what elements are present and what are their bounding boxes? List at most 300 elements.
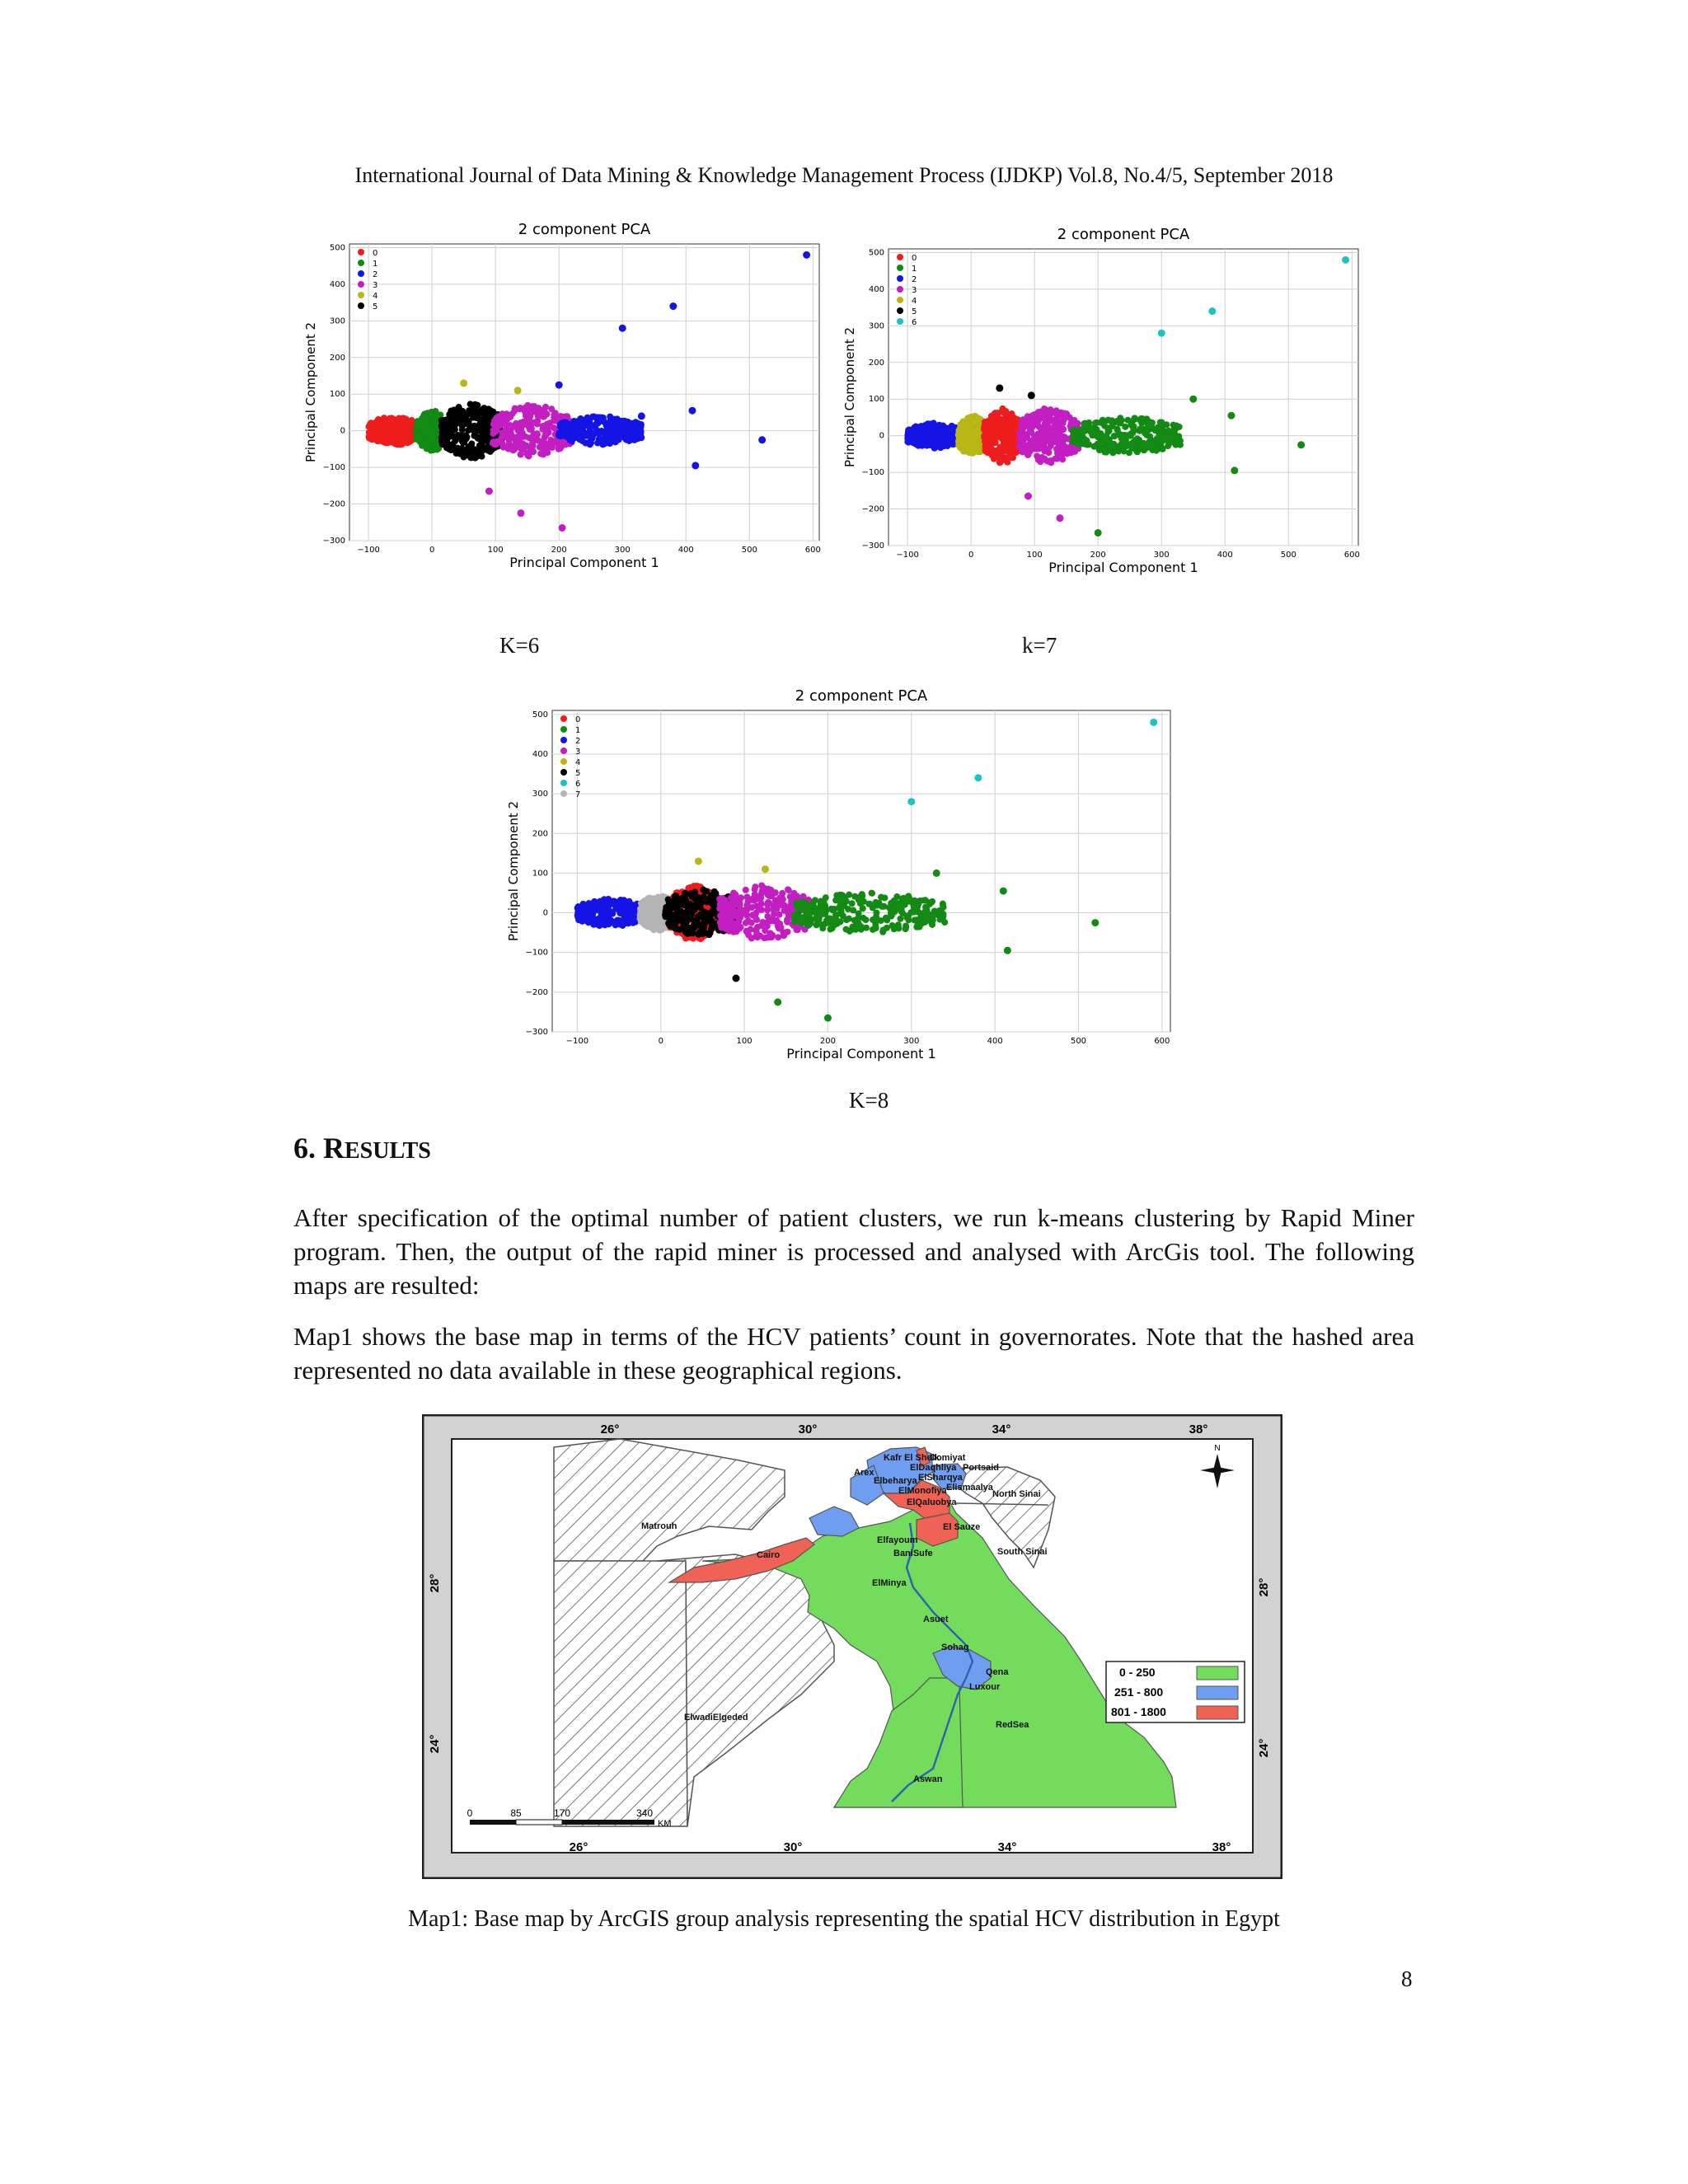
scale-85: 85	[510, 1807, 522, 1819]
y-tick-label: −300	[861, 541, 884, 551]
lon-tick-bottom-38: 38°	[1212, 1840, 1231, 1854]
data-point-cluster-3	[518, 452, 524, 458]
data-point-cluster-3	[720, 907, 726, 914]
data-point-cluster-1	[863, 925, 870, 931]
data-point-cluster-3	[1031, 434, 1038, 440]
label-cairo: Cairo	[757, 1550, 781, 1560]
data-point-cluster-3	[497, 422, 504, 429]
data-point-cluster-1	[1106, 428, 1113, 434]
label-wadigeded: ElwadiElgeded	[684, 1713, 748, 1722]
legend-label-0: 0 - 250	[1119, 1666, 1156, 1679]
data-point-cluster-1	[878, 894, 884, 901]
data-point-cluster-2	[921, 437, 928, 443]
section-heading	[293, 1131, 431, 1165]
data-point-cluster-2	[940, 442, 946, 448]
north-label: N	[1214, 1444, 1221, 1453]
data-point-cluster-5	[682, 890, 688, 897]
lat-tick-left-24: 24°	[428, 1734, 442, 1754]
data-point-cluster-5	[454, 432, 461, 438]
data-point-cluster-0	[987, 439, 993, 446]
data-point-cluster-3	[541, 446, 547, 452]
plot-area	[889, 249, 1358, 546]
data-point-cluster-2	[911, 438, 917, 444]
legend-label-1: 251 - 800	[1114, 1685, 1164, 1699]
data-point-cluster-1	[910, 902, 917, 909]
y-tick-label: 500	[868, 248, 884, 258]
data-point-cluster-4	[974, 436, 981, 443]
lat-tick-right-28: 28°	[1257, 1577, 1271, 1597]
data-point-cluster-3	[528, 425, 535, 432]
data-point-cluster-5	[440, 421, 447, 428]
data-point-cluster-3	[776, 912, 782, 918]
data-point-cluster-3	[506, 429, 513, 436]
data-point-cluster-5	[682, 928, 689, 935]
chart-title: 2 component PCA	[518, 221, 651, 238]
data-point-cluster-2	[636, 422, 643, 429]
section-title-rest: ESULTS	[345, 1138, 431, 1164]
data-point-cluster-1	[860, 905, 866, 912]
legend-marker-0	[560, 715, 567, 722]
label-qaluobya: ElQaluobya	[907, 1497, 957, 1507]
data-point-cluster-1	[883, 915, 889, 921]
data-point-cluster-3	[758, 922, 765, 929]
data-point-outlier-1	[1091, 919, 1099, 926]
data-point-outlier-1	[1000, 888, 1007, 895]
data-point-cluster-0	[404, 426, 410, 433]
data-point-outlier-1	[1227, 412, 1235, 419]
lon-tick-top-38: 38°	[1189, 1422, 1208, 1436]
data-point-cluster-3	[522, 434, 528, 440]
data-point-cluster-3	[718, 919, 724, 926]
data-point-cluster-1	[414, 424, 420, 430]
x-tick-label: 200	[819, 1037, 837, 1046]
label-sohag: Sohag	[941, 1643, 969, 1652]
label-kafr: Kafr El Sheik	[884, 1453, 940, 1463]
x-tick-label: 0	[658, 1037, 663, 1046]
data-point-cluster-1	[420, 428, 426, 434]
data-point-cluster-1	[1151, 425, 1157, 432]
data-point-cluster-1	[940, 904, 947, 911]
data-point-cluster-2	[617, 429, 623, 436]
data-point-cluster-2	[562, 433, 569, 439]
x-tick-label: −100	[357, 546, 380, 555]
data-point-cluster-5	[696, 930, 703, 936]
paragraph-2: Map1 shows the base map in terms of the HCV patients’ count in governorates. Note that the hashed area represented no data available in these geographical regions.	[293, 1322, 1414, 1385]
data-point-cluster-3	[725, 918, 732, 925]
data-point-outlier-2	[688, 407, 696, 415]
y-tick-label: 300	[329, 316, 345, 326]
data-point-outlier-3	[1025, 493, 1032, 500]
data-point-cluster-3	[537, 410, 543, 417]
x-tick-label: 400	[987, 1037, 1003, 1046]
data-point-cluster-5	[665, 920, 672, 926]
data-point-outlier-3	[559, 524, 566, 532]
data-point-cluster-7	[648, 900, 654, 907]
x-tick-label: 400	[678, 546, 694, 555]
data-point-cluster-5	[461, 454, 467, 461]
x-tick-label: 300	[614, 546, 631, 555]
data-point-cluster-1	[1087, 426, 1094, 433]
legend-label-3: 3	[912, 286, 917, 295]
data-point-cluster-5	[439, 429, 446, 435]
legend-label-6: 6	[575, 780, 581, 789]
data-point-cluster-3	[779, 902, 785, 908]
data-point-cluster-5	[691, 907, 697, 913]
legend-marker-1	[560, 726, 567, 733]
y-tick-label: −200	[861, 504, 884, 514]
data-point-cluster-2	[580, 910, 587, 916]
data-point-cluster-1	[839, 893, 846, 899]
label-redsea: RedSea	[996, 1720, 1029, 1730]
data-point-outlier-4	[514, 387, 522, 394]
pca-plot-k8	[504, 686, 1180, 1073]
data-point-outlier-4	[460, 379, 467, 387]
data-point-cluster-5	[701, 888, 708, 895]
data-point-cluster-1	[795, 912, 801, 918]
label-southsinai: South Sinai	[997, 1547, 1048, 1557]
data-point-cluster-3	[491, 440, 498, 447]
data-point-cluster-3	[744, 893, 751, 900]
data-point-cluster-5	[701, 924, 707, 930]
data-point-cluster-3	[527, 406, 533, 413]
legend-label-6: 6	[912, 318, 917, 327]
data-point-outlier-1	[774, 998, 781, 1005]
data-point-cluster-1	[903, 924, 909, 930]
data-point-cluster-2	[610, 898, 617, 905]
y-tick-label: −100	[322, 463, 345, 473]
data-point-cluster-3	[785, 887, 792, 893]
x-tick-label: 400	[1217, 551, 1233, 560]
legend-marker-5	[560, 769, 567, 776]
data-point-cluster-4	[973, 443, 979, 449]
data-point-cluster-0	[985, 448, 992, 455]
data-point-cluster-1	[1153, 448, 1160, 454]
data-point-outlier-6	[974, 774, 982, 781]
data-point-cluster-5	[675, 917, 682, 924]
y-tick-label: 300	[868, 321, 884, 331]
data-point-cluster-4	[967, 421, 973, 428]
data-point-cluster-3	[733, 898, 739, 905]
data-point-cluster-7	[641, 918, 648, 925]
y-tick-label: 100	[329, 390, 345, 400]
data-point-cluster-2	[935, 430, 941, 437]
data-point-cluster-3	[778, 893, 785, 900]
legend-label-0: 0	[575, 715, 581, 724]
data-point-cluster-5	[438, 434, 445, 441]
label-sharqya: ElSharqya	[918, 1473, 963, 1483]
legend-label-2: 2	[373, 270, 378, 279]
data-point-cluster-3	[767, 930, 773, 936]
data-point-cluster-1	[918, 921, 925, 927]
data-point-cluster-1	[1078, 426, 1085, 433]
data-point-cluster-3	[750, 895, 757, 902]
data-point-cluster-3	[747, 926, 753, 933]
data-point-cluster-1	[1083, 438, 1090, 444]
data-point-cluster-3	[517, 405, 523, 412]
y-tick-label: 200	[329, 353, 345, 363]
legend-label-4: 4	[912, 297, 917, 306]
data-point-cluster-7	[640, 900, 647, 907]
x-tick-label: −100	[896, 551, 919, 560]
data-point-cluster-2	[950, 439, 956, 446]
legend-label-4: 4	[575, 758, 581, 767]
y-tick-label: −100	[525, 948, 548, 958]
data-point-cluster-1	[1175, 434, 1182, 440]
legend-marker-2	[560, 737, 567, 743]
legend-swatch-blue	[1197, 1686, 1238, 1699]
data-point-cluster-5	[466, 418, 472, 424]
data-point-cluster-0	[390, 423, 396, 429]
label-luxour: Luxour	[969, 1682, 1001, 1692]
data-point-cluster-3	[557, 445, 564, 452]
data-point-cluster-3	[743, 887, 749, 893]
label-minya: ElMinya	[872, 1578, 907, 1588]
data-point-cluster-0	[985, 418, 992, 424]
y-tick-label: 100	[532, 869, 548, 879]
y-tick-label: −300	[525, 1028, 548, 1037]
legend-swatch-green	[1197, 1666, 1238, 1680]
data-point-cluster-5	[693, 917, 700, 924]
data-point-cluster-7	[655, 893, 662, 900]
y-tick-label: 400	[329, 279, 345, 289]
data-point-cluster-5	[459, 426, 466, 433]
data-point-cluster-0	[1010, 420, 1017, 427]
data-point-cluster-2	[605, 422, 612, 429]
data-point-cluster-0	[1001, 441, 1007, 448]
data-point-cluster-1	[793, 900, 799, 907]
data-point-cluster-3	[731, 911, 738, 917]
data-point-cluster-3	[732, 921, 738, 927]
y-tick-label: 300	[532, 790, 548, 799]
data-point-cluster-3	[1041, 457, 1048, 463]
legend-label-5: 5	[373, 302, 378, 312]
data-point-cluster-5	[447, 420, 453, 427]
data-point-cluster-3	[1029, 419, 1035, 425]
data-point-cluster-1	[427, 429, 434, 436]
x-axis-label: Principal Component 1	[786, 1046, 936, 1062]
pca-plot-k7	[841, 224, 1368, 587]
data-point-cluster-3	[761, 935, 767, 941]
data-point-cluster-3	[1044, 422, 1051, 429]
data-point-outlier-3	[1056, 514, 1063, 522]
data-point-cluster-3	[726, 906, 733, 912]
y-axis-label: Principal Component 2	[303, 321, 318, 463]
data-point-cluster-1	[879, 929, 886, 935]
chart-title: 2 component PCA	[795, 687, 928, 705]
data-point-cluster-3	[499, 434, 505, 440]
x-axis-label: Principal Component 1	[1048, 560, 1198, 575]
x-tick-label: 100	[1026, 551, 1043, 560]
wadi-gedid-west	[554, 1561, 687, 1826]
data-point-cluster-5	[478, 446, 485, 452]
data-point-outlier-1	[1231, 466, 1238, 474]
data-point-cluster-2	[584, 415, 591, 421]
data-point-cluster-1	[803, 910, 809, 916]
data-point-cluster-5	[682, 912, 689, 918]
data-point-cluster-1	[833, 892, 840, 898]
legend-label-3: 3	[373, 281, 378, 290]
data-point-cluster-2	[631, 437, 638, 443]
pca-plot-k6	[302, 219, 829, 582]
data-point-cluster-3	[1053, 439, 1060, 446]
data-point-cluster-1	[812, 916, 818, 922]
data-point-cluster-1	[916, 909, 922, 916]
map-legend	[1106, 1661, 1245, 1722]
legend-label-5: 5	[912, 307, 917, 316]
data-point-cluster-5	[708, 911, 715, 917]
data-point-cluster-1	[930, 917, 936, 924]
data-point-cluster-2	[579, 420, 585, 427]
data-point-cluster-4	[955, 438, 962, 444]
data-point-cluster-5	[664, 908, 671, 915]
x-tick-label: 200	[551, 546, 567, 555]
data-point-outlier-6	[1208, 307, 1216, 315]
pca-chart-k8	[504, 686, 1180, 1073]
label-asuet: Asuet	[923, 1615, 949, 1624]
data-point-cluster-1	[1128, 444, 1135, 451]
data-point-cluster-3	[781, 932, 787, 939]
data-point-cluster-1	[1099, 444, 1105, 451]
legend-marker-3	[897, 286, 903, 293]
data-point-cluster-3	[1052, 456, 1058, 462]
data-point-cluster-3	[528, 448, 535, 455]
data-point-cluster-3	[1059, 438, 1066, 444]
label-sauze: El Sauze	[943, 1522, 981, 1532]
data-point-cluster-3	[1016, 430, 1023, 437]
x-axis-label: Principal Component 1	[509, 555, 659, 570]
data-point-cluster-1	[1135, 442, 1142, 448]
legend-marker-0	[897, 254, 903, 260]
legend-swatch-red	[1197, 1706, 1238, 1719]
data-point-cluster-3	[1021, 419, 1028, 425]
legend-marker-3	[358, 281, 364, 288]
label-arex: Arex	[854, 1468, 874, 1478]
data-point-cluster-1	[837, 902, 844, 908]
data-point-cluster-2	[599, 418, 606, 424]
legend-marker-1	[358, 260, 364, 266]
data-point-cluster-1	[848, 926, 855, 933]
data-point-cluster-3	[495, 414, 501, 420]
data-point-cluster-3	[1057, 426, 1064, 433]
data-point-outlier-1	[1189, 396, 1197, 403]
data-point-cluster-3	[542, 404, 549, 410]
data-point-cluster-1	[1122, 424, 1128, 430]
data-point-cluster-1	[891, 926, 898, 932]
x-tick-label: 600	[804, 546, 821, 555]
data-point-cluster-3	[556, 439, 562, 446]
x-tick-label: −100	[565, 1037, 589, 1046]
x-tick-label: 600	[1154, 1037, 1170, 1046]
data-point-cluster-2	[595, 918, 602, 925]
data-point-cluster-1	[1106, 436, 1113, 443]
data-point-outlier-2	[669, 302, 677, 310]
data-point-cluster-2	[606, 439, 612, 446]
data-point-cluster-5	[683, 902, 690, 908]
label-daqhliya: ElDaqhliya	[910, 1463, 957, 1473]
data-point-cluster-3	[775, 934, 781, 940]
data-point-cluster-1	[1097, 419, 1104, 426]
k8-label: K=8	[849, 1088, 889, 1113]
data-point-cluster-1	[1156, 435, 1163, 442]
data-point-cluster-2	[587, 438, 593, 445]
data-point-outlier-2	[556, 382, 563, 389]
data-point-outlier-2	[638, 412, 645, 419]
legend-label-0: 0	[373, 249, 378, 258]
data-point-cluster-5	[459, 408, 466, 415]
data-point-cluster-3	[784, 918, 790, 925]
lon-tick-bottom-26: 26°	[569, 1840, 588, 1854]
data-point-cluster-3	[1043, 406, 1049, 413]
data-point-cluster-2	[556, 429, 563, 436]
data-point-cluster-1	[1071, 426, 1078, 433]
legend-marker-4	[560, 758, 567, 765]
data-point-cluster-3	[1020, 448, 1026, 454]
data-point-cluster-3	[1034, 411, 1041, 418]
data-point-cluster-5	[700, 911, 706, 917]
data-point-cluster-5	[452, 438, 458, 444]
data-point-cluster-3	[730, 890, 737, 897]
data-point-cluster-2	[590, 900, 597, 907]
data-point-cluster-3	[1060, 419, 1067, 426]
data-point-cluster-1	[1137, 425, 1143, 432]
data-point-cluster-0	[376, 424, 382, 430]
data-point-cluster-0	[995, 427, 1001, 434]
data-point-cluster-2	[904, 438, 911, 445]
data-point-cluster-0	[392, 441, 399, 448]
data-point-outlier-2	[619, 325, 626, 332]
data-point-cluster-5	[706, 931, 712, 938]
data-point-cluster-1	[1173, 439, 1179, 446]
pca-chart-k7	[841, 224, 1368, 587]
data-point-cluster-1	[421, 422, 428, 429]
data-point-cluster-1	[418, 435, 424, 442]
data-point-outlier-1	[824, 1015, 832, 1022]
label-beharya: Elbeharya	[874, 1476, 917, 1486]
y-tick-label: 500	[329, 243, 345, 253]
data-point-cluster-0	[1001, 421, 1008, 428]
data-point-cluster-5	[692, 888, 698, 895]
data-point-cluster-3	[752, 886, 758, 893]
data-point-cluster-3	[507, 422, 513, 429]
data-point-cluster-5	[697, 904, 704, 911]
data-point-cluster-1	[924, 912, 931, 919]
data-point-cluster-1	[1146, 419, 1153, 425]
data-point-cluster-0	[384, 438, 391, 444]
data-point-cluster-1	[846, 892, 852, 898]
hcv-map-svg	[422, 1414, 1282, 1879]
legend-marker-4	[897, 297, 903, 303]
data-point-cluster-3	[517, 444, 523, 451]
data-point-cluster-3	[523, 442, 529, 448]
data-point-outlier-1	[1004, 947, 1011, 954]
data-point-cluster-4	[970, 430, 977, 437]
data-point-cluster-3	[530, 433, 537, 439]
y-tick-label: 200	[532, 829, 548, 839]
y-tick-label: 0	[542, 908, 548, 918]
data-point-cluster-2	[577, 916, 584, 923]
data-point-outlier-5	[1028, 391, 1035, 399]
section-number: 6.	[293, 1132, 316, 1165]
data-point-cluster-1	[940, 913, 946, 920]
data-point-cluster-3	[758, 900, 765, 907]
y-tick-label: 0	[340, 426, 345, 436]
data-point-cluster-2	[570, 432, 576, 438]
data-point-cluster-5	[484, 446, 490, 452]
legend-label-2: 2	[575, 737, 581, 746]
data-point-cluster-2	[908, 431, 915, 438]
data-point-cluster-2	[596, 436, 603, 443]
legend-label-1: 1	[373, 260, 378, 269]
